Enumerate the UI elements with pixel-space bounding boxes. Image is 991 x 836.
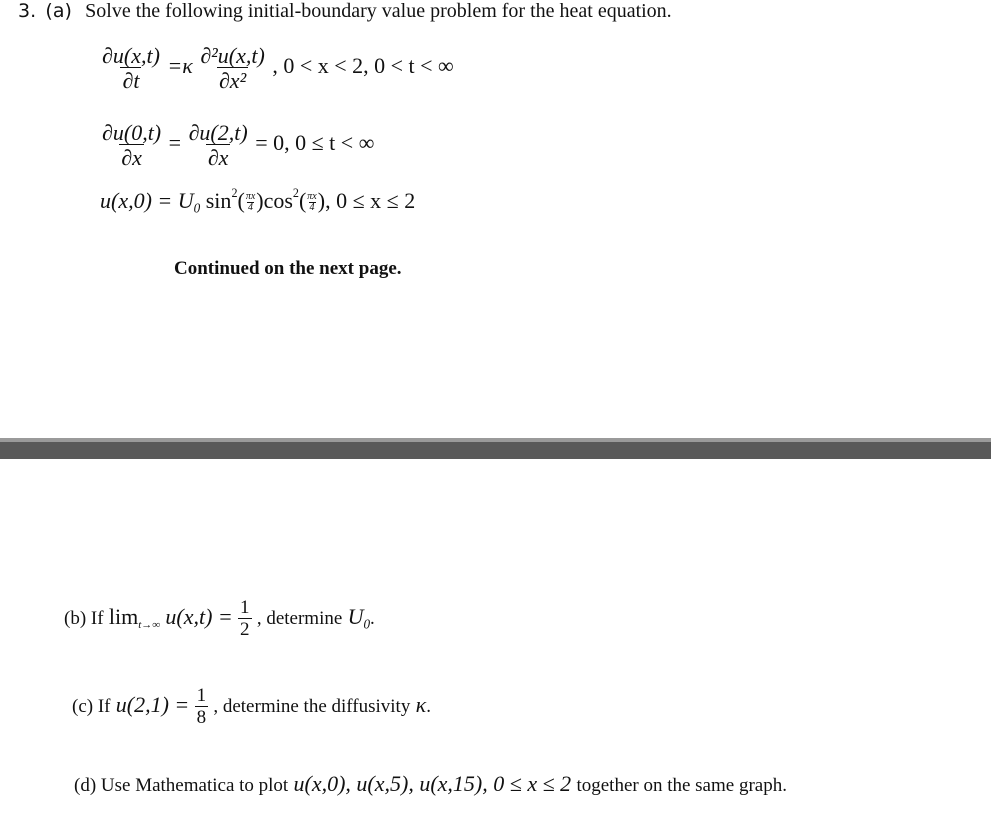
part-d-rest: together on the same graph. xyxy=(576,775,787,796)
bc-left-numerator: ∂u(0,t) xyxy=(102,120,162,145)
ic-cos-arg-den: 4 xyxy=(309,202,315,214)
heat-equation xyxy=(100,44,454,92)
du-dt-denominator: ∂t xyxy=(122,68,140,94)
lim-subscript: t→∞ xyxy=(138,618,161,631)
d2u-dx2-fraction xyxy=(198,44,267,92)
ic-cos-square: 2 xyxy=(292,186,299,201)
bc-rest: = 0, 0 ≤ t < ∞ xyxy=(255,130,375,156)
initial-condition: $u(x,0) = U_0$ $\sin^2$( $\frac{\pi x}{4}$ )$\cos^2$( $\frac{\pi x}{4}$ ), 0 ≤ x ≤ 2 xyxy=(100,186,416,216)
u-subscript: 0 xyxy=(363,616,371,632)
problem-number: 3. xyxy=(18,0,37,22)
part-b-target xyxy=(347,603,371,632)
part-a-instruction: Solve the following initial-boundary value problem for the heat equation. xyxy=(85,0,672,22)
part-b-frac-den: 2 xyxy=(240,618,250,640)
part-d xyxy=(74,771,787,797)
pde-domain: , 0 < x < 2, 0 < t < ∞ xyxy=(272,53,454,79)
part-c-frac-den: 8 xyxy=(196,706,207,728)
part-d-label: (d) Use Mathematica to plot xyxy=(74,775,289,796)
bc-equals: = xyxy=(168,130,182,156)
continued-note: Continued on the next page. xyxy=(174,258,402,279)
part-c-label: (c) If xyxy=(72,695,111,717)
du-dt-fraction xyxy=(100,44,162,92)
equals-kappa: =κ xyxy=(167,53,193,79)
ic-lhs: u(x,0) = U xyxy=(100,188,194,213)
part-c-frac-num: 1 xyxy=(196,685,207,706)
part-c-rest: , determine the diffusivity xyxy=(213,695,411,717)
page-divider xyxy=(0,442,991,459)
part-b-expression: u(x,t) = xyxy=(165,603,233,629)
part-b-frac-num: 1 xyxy=(240,597,250,618)
part-c xyxy=(72,686,431,728)
ic-cos: cos xyxy=(263,188,293,213)
part-b-label: (b) If xyxy=(64,607,104,629)
part-b xyxy=(64,598,375,640)
ic-sin-arg-den: 4 xyxy=(248,202,254,214)
part-b-fraction xyxy=(238,598,252,640)
bc-left-fraction xyxy=(100,121,163,169)
bc-right-numerator: ∂u(2,t) xyxy=(188,120,248,145)
ic-sin: sin xyxy=(200,188,232,213)
ic-sub-zero: 0 xyxy=(193,200,201,216)
u-symbol: U xyxy=(347,603,364,629)
part-c-expression: u(2,1) = xyxy=(115,691,190,717)
part-b-end: . xyxy=(370,607,375,629)
d2u-numerator: ∂²u(x,t) xyxy=(200,43,265,68)
part-d-expression: u(x,0), u(x,5), u(x,15), 0 ≤ x ≤ 2 xyxy=(293,771,572,796)
ic-cos-arg-num: πx xyxy=(307,191,317,203)
part-c-end: . xyxy=(426,695,431,717)
ic-cos-argument xyxy=(307,192,316,213)
bc-right-fraction xyxy=(187,121,250,169)
ic-sin-arg-num: πx xyxy=(245,191,256,203)
lim-word: lim xyxy=(108,603,139,629)
bc-right-denominator: ∂x xyxy=(207,145,229,171)
part-b-limit xyxy=(109,604,160,629)
ic-sin-argument xyxy=(246,192,255,213)
du-dt-numerator: ∂u(x,t) xyxy=(102,43,160,68)
part-a-label: (a) xyxy=(45,0,72,22)
d2u-denominator: ∂x² xyxy=(218,68,247,94)
ic-sin-square: 2 xyxy=(231,186,238,201)
ic-domain: , 0 ≤ x ≤ 2 xyxy=(325,188,416,213)
bc-left-denominator: ∂x xyxy=(121,145,142,171)
part-c-fraction xyxy=(195,686,209,728)
part-c-kappa: κ xyxy=(415,691,427,717)
part-b-rest: , determine xyxy=(256,607,343,629)
problem-header xyxy=(18,0,672,23)
boundary-conditions xyxy=(100,121,374,169)
